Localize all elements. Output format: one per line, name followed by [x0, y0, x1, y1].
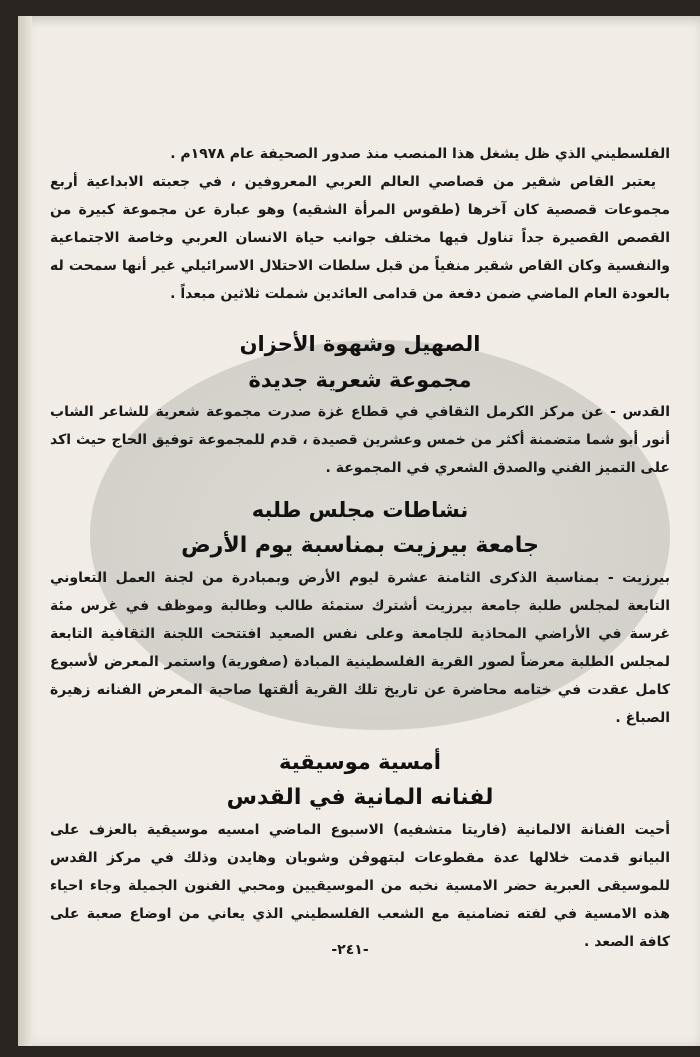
intro-paragraph-2: يعتبر القاص شقير من قصاصي العالم العربي المعروفين ، في جعبته الابداعية أربع مجموعات قصصية كان آخرها (طقوس المرأة الشقيه) وهو عبارة عن مجموعة كبيرة من القصص القصيرة جداً تناول فيها مختلف جوانب حياة الانسان العربي وخاصة الاجتماعية والنفسية وكان القاص شقير منفياً من قبل سلطات الاحتلال الاسرائيلي غير أنها سمحت له بالعودة العام الماضي ضمن دفعة من قدامى العائدين شملت ثلاثين مبعداً . [50, 174, 670, 302]
section1-subtitle: مجموعة شعرية جديدة [248, 368, 472, 392]
section3-title: أمسية موسيقية [278, 750, 441, 774]
page-binding-edge [18, 16, 32, 1046]
section1-body: القدس - عن مركز الكرمل الثقافي في قطاع غزة صدرت مجموعة شعرية للشاعر الشاب أنور أبو شما متضمنة أكثر من خمس وعشرين قصيدة ، قدم للمجموعة توفيق الحاج حيث اكد على التميز الفني والصدق الشعري في المجموعة . [50, 404, 670, 476]
section2-subtitle: جامعة بيرزيت بمناسبة يوم الأرض [181, 533, 539, 558]
intro-paragraph-1: الفلسطيني الذي ظل يشغل هذا المنصب منذ صدور الصحيفة عام ١٩٧٨م . [170, 146, 670, 162]
section2-body: بيرزيت - بمناسبة الذكرى الثامنة عشرة ليوم الأرض وبمبادرة من لجنة العمل التعاوني التابعة لمجلس طلبة جامعة بيرزيت أشترك ستمئة طالب وطالبة وموظف في غرس مئة غرسة في الأراضي المحاذية للجامعة وعلى نفس الصعيد افتتحت اللجنة الثقافية التابعة لمجلس الطلبة معرضاً لصور القرية الفلسطينية المبادة (صفورية) واستمر المعرض لأسبوع كامل عقدت في ختامه محاضرة عن تاريخ تلك القرية ألقتها صاحبة المعرض الفنانه زهيرة الصباغ . [50, 570, 670, 726]
page-number: -٢٤١- [331, 942, 369, 958]
section1-title: الصهيل وشهوة الأحزان [239, 332, 481, 356]
article-content [50, 140, 670, 956]
section2-title: نشاطات مجلس طلبه [251, 498, 469, 522]
section3-body: أحيت الفنانة الالمانية (فاريتا متشفيه) الاسبوع الماضي امسيه موسيقية بالعزف على البيانو قدمت خلالها عدة مقطوعات لبتهوڤن وشوبان وهايدن وذلك في مركز القدس للموسيقى العبرية حضر الامسية نخبه من الموسيقيين ومحبي الفنون الجميلة وجاء احياء هذه الامسية في لفته تضامنية مع الشعب الفلسطيني الذي يعاني من اوضاع صعبة على كافة الصعد . [50, 822, 670, 950]
section3-subtitle: لفنانه المانية في القدس [226, 785, 494, 810]
